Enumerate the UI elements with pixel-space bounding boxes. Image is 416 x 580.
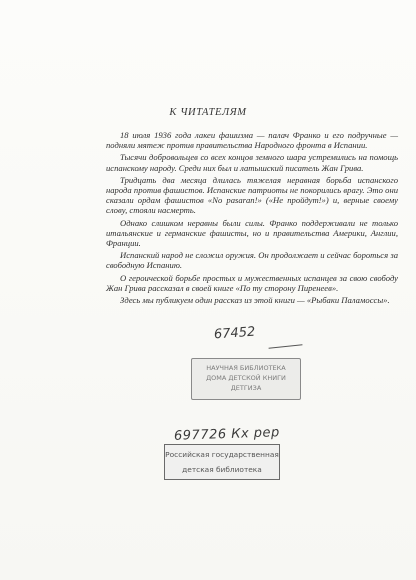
stamp-line: детская библиотека	[182, 465, 262, 474]
inventory-number-old: 67452	[213, 324, 256, 343]
library-stamp-new	[164, 444, 280, 480]
stamp-line: ДОМА ДЕТСКОЙ КНИГИ	[206, 374, 286, 382]
library-stamp-old	[191, 358, 301, 400]
paragraph: Однако слишком неравны были силы. Франко поддерживали не только итальянские и германские фашисты, но и правительства Америки, Англии, Франции.	[106, 217, 398, 249]
stamp-line: ДЕТГИЗА	[230, 384, 262, 392]
paragraph: Здесь мы публикуем один рассказ из этой книги — «Рыбаки Паламоссы».	[120, 295, 390, 306]
paragraph: О героической борьбе простых и мужественных испанцев за свою свободу Жан Грива рассказал в своей книге «По ту сторону Пиренеев».	[106, 272, 398, 293]
page-title: К ЧИТАТЕЛЯМ	[169, 107, 247, 118]
paragraph: Тридцать два месяца длилась тяжелая неравная борьба испанского народа против фашистов. Испанские патриоты не покорились врагу. Это они сказали ордам фашистов «No pasaran!» («Не пройдут!») и, верные своему слову, стояли насмерть.	[106, 174, 398, 216]
paragraph: Испанский народ не сложил оружия. Он продолжает и сейчас бороться за свободную Испанию.	[106, 250, 398, 271]
paragraph: 18 июля 1936 года лакеи фашизма — палач Франко и его подручные — подняли мятеж против правительства Народного фронта в Испании.	[106, 130, 398, 151]
stamp-line: Российская государственная	[165, 450, 279, 459]
preface-text	[106, 130, 398, 307]
stamp-line: НАУЧНАЯ БИБЛИОТЕКА	[206, 364, 286, 372]
paragraph: Тысячи добровольцев со всех концов земного шара устремились на помощь испанскому народу. Среди них был и латышский писатель Жан Грива.	[106, 152, 398, 173]
handwritten-scrawl	[268, 334, 303, 348]
inventory-number-new: 697726 Кх рер	[173, 425, 281, 444]
